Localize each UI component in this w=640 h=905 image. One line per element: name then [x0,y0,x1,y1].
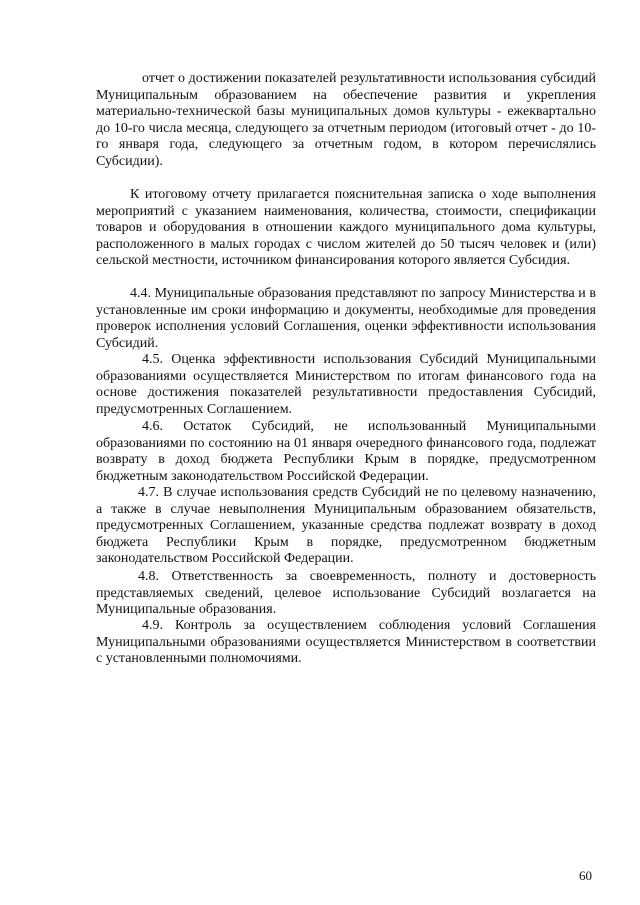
paragraph-4-8: 4.8. Ответственность за своевременность, полноту и достоверность представляемых сведений, целевое использование Субсидий возлагается на Муниципальные образования. [96,569,596,618]
paragraph-4-4: 4.4. Муниципальные образования представляют по запросу Министерства и в установленные им сроки информацию и документы, необходимые для проведения проверок исполнения условий Соглашения, оценки эффективности использования Субсидий. [96,286,596,351]
page-number: 60 [579,868,592,883]
paragraph-final-report-note: К итоговому отчету прилагается пояснительная записка о ходе выполнения мероприятий с указанием наименования, количества, стоимости, спецификации товаров и оборудования в отношении каждого муниципального дома культуры, расположенного в малых городах с числом жителей до 50 тысяч человек и (или) сельской местности, источником финансирования которого является Субсидия. [96,187,596,269]
paragraph-4-9: 4.9. Контроль за осуществлением соблюдения условий Соглашения Муниципальными образованиями осуществляется Министерством в соответствии с установленными полномочиями. [96,618,596,667]
paragraph-4-5: 4.5. Оценка эффективности использования Субсидий Муниципальными образованиями осуществляется Министерством по итогам финансового года на основе достижения показателей результативности предоставления Субсидий, предусмотренных Соглашением. [96,352,596,417]
paragraph-report: отчет о достижении показателей результативности использования субсидий Муниципальным образованием на обеспечение развития и укрепления материально-технической базы муниципальных домов культуры - ежеквартально до 10-го числа месяца, следующего за отчетным периодом (итоговый отчет - до 10-го января года, следующего за отчетным годом, в котором перечислялись Субсидии). [96,71,596,169]
paragraph-4-6: 4.6. Остаток Субсидий, не использованный Муниципальными образованиями по состоянию на 01 января очередного финансового года, подлежат возврату в доход бюджета Республики Крым в порядке, предусмотренном бюджетным законодательством Российской Федерации. [96,419,596,484]
paragraph-4-7: 4.7. В случае использования средств Субсидий не по целевому назначению, а также в случае невыполнения Муниципальным образованием обязательств, предусмотренных Соглашением, указанные средства подлежат возврату в доход бюджета Республики Крым в порядке, предусмотренном бюджетным законодательством Российской Федерации. [96,485,596,567]
